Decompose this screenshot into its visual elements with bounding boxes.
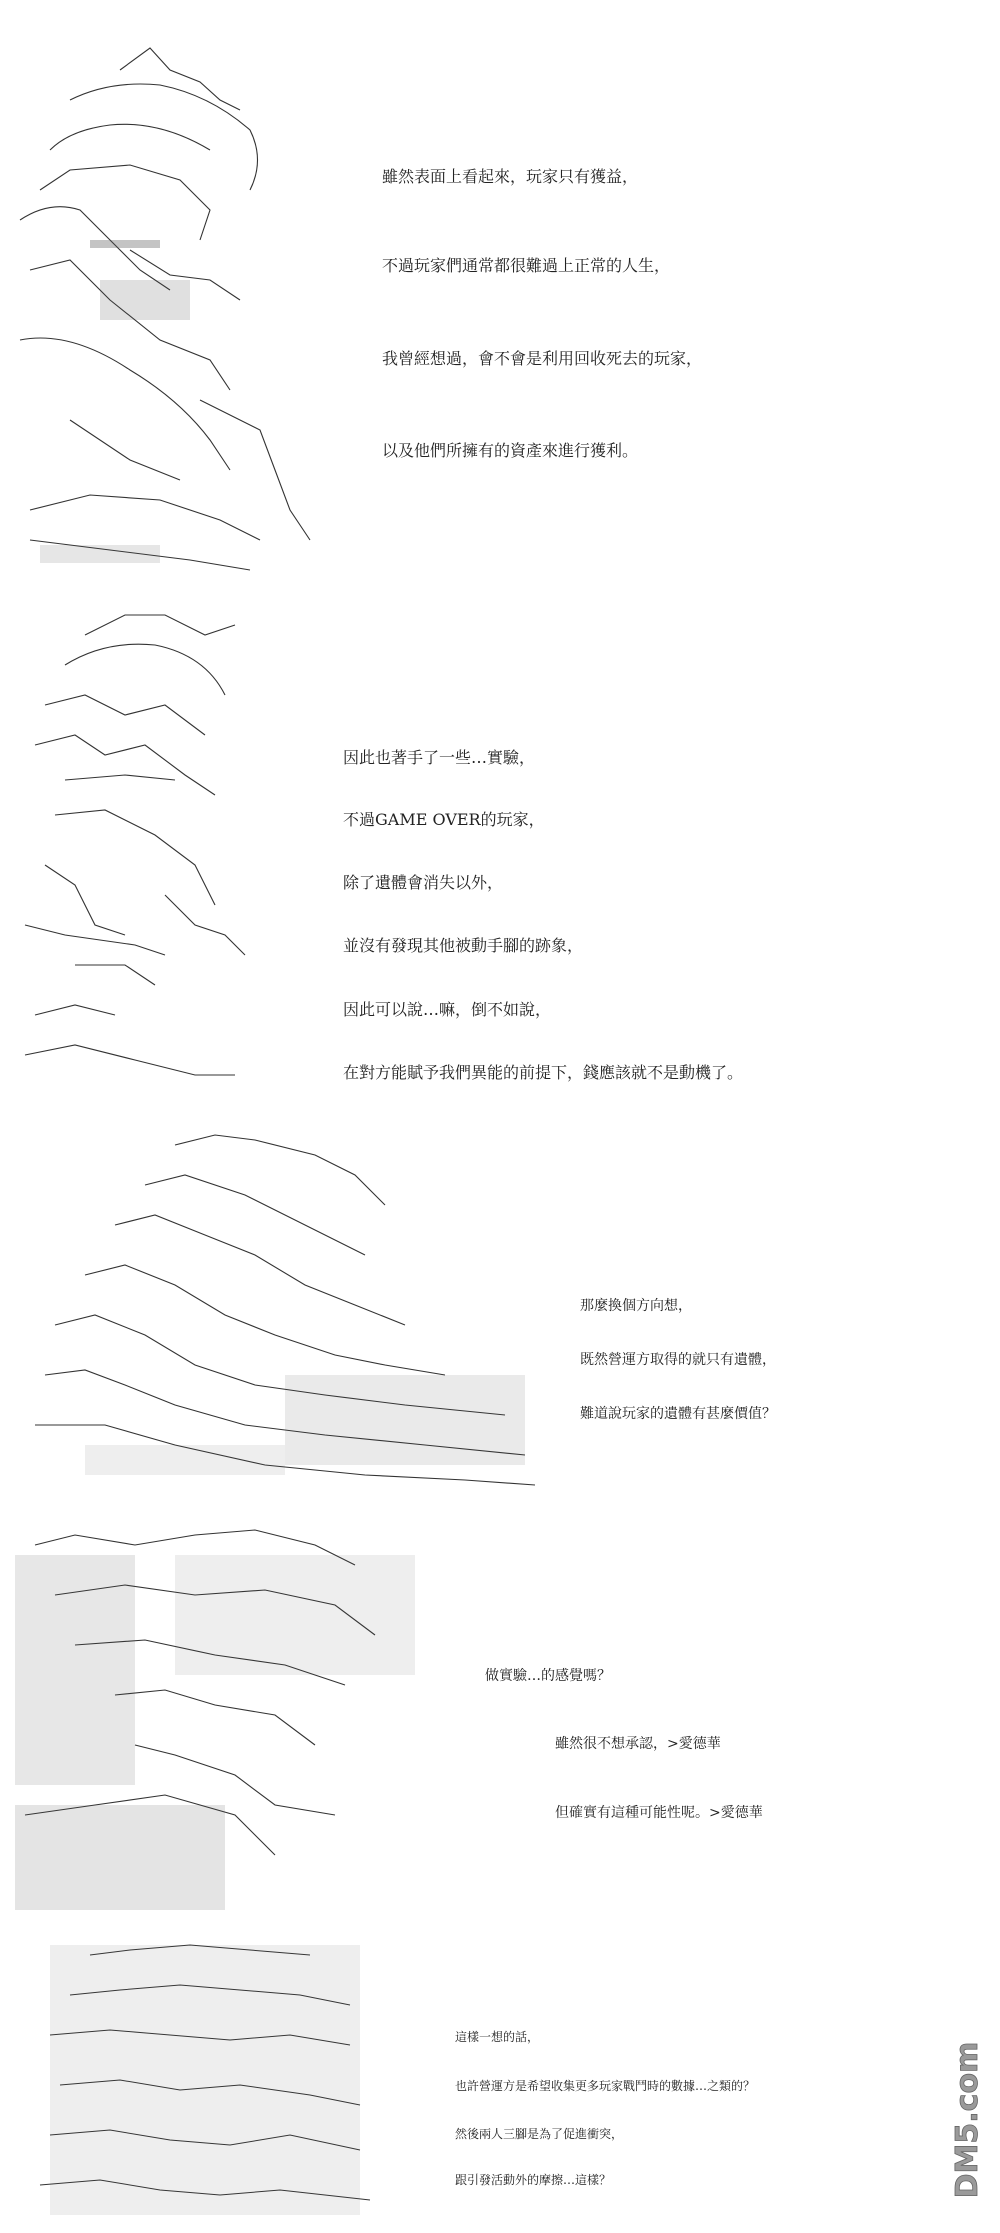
dm5-logo-icon (938, 2020, 992, 2220)
narration-line: 難道說玩家的遺體有甚麼價值？ (580, 1406, 776, 1422)
narration-line: 然後兩人三腳是為了促進衝突， (455, 2127, 624, 2141)
panel-2 (0, 605, 1000, 1085)
narration-line: 我曾經想過，會不會是利用回收死去的玩家， (382, 349, 703, 368)
narration-line: 那麼換個方向想， (580, 1298, 692, 1314)
narration-line: 既然營運方取得的就只有遺體， (580, 1352, 776, 1368)
dialogue-line: 但確實有這種可能性呢。>愛德華 (555, 1805, 763, 1821)
narration-line: 並沒有發現其他被動手腳的跡象， (343, 936, 584, 955)
narration-line: 這樣一想的話， (455, 2030, 540, 2044)
narration-line: 除了遺體會消失以外， (343, 873, 504, 892)
dialogue-line: 做實驗…的感覺嗎？ (485, 1668, 611, 1684)
narration-line: 雖然表面上看起來，玩家只有獲益， (382, 167, 639, 186)
panel-1 (0, 40, 1000, 580)
ascii-art-character-3 (25, 1125, 545, 1505)
ascii-art-character-4 (15, 1515, 455, 1915)
ascii-art-character-1 (10, 40, 320, 580)
narration-line: 因此可以說…嘛，倒不如說， (343, 1000, 552, 1019)
narration-line: 跟引發活動外的摩擦…這樣？ (455, 2173, 612, 2187)
narration-line: 因此也著手了一些…實驗， (343, 748, 536, 767)
panel-3 (0, 1125, 1000, 1505)
ascii-art-character-2 (15, 605, 255, 1085)
narration-line: 也許營運方是希望收集更多玩家戰鬥時的數據…之類的？ (455, 2079, 756, 2093)
narration-line: 不過玩家們通常都很難過上正常的人生， (382, 256, 671, 275)
ascii-art-character-5 (30, 1935, 390, 2225)
dialogue-line: 雖然很不想承認，>愛德華 (555, 1736, 721, 1752)
narration-line: 以及他們所擁有的資產來進行獲利。 (382, 441, 639, 460)
watermark-text: DM5.com (950, 2041, 985, 2199)
narration-line: 在對方能賦予我們異能的前提下，錢應該就不是動機了。 (343, 1063, 744, 1082)
panel-4 (0, 1515, 1000, 1915)
panel-5 (0, 1935, 1000, 2225)
narration-line: 不過GAME OVER的玩家， (343, 810, 545, 829)
